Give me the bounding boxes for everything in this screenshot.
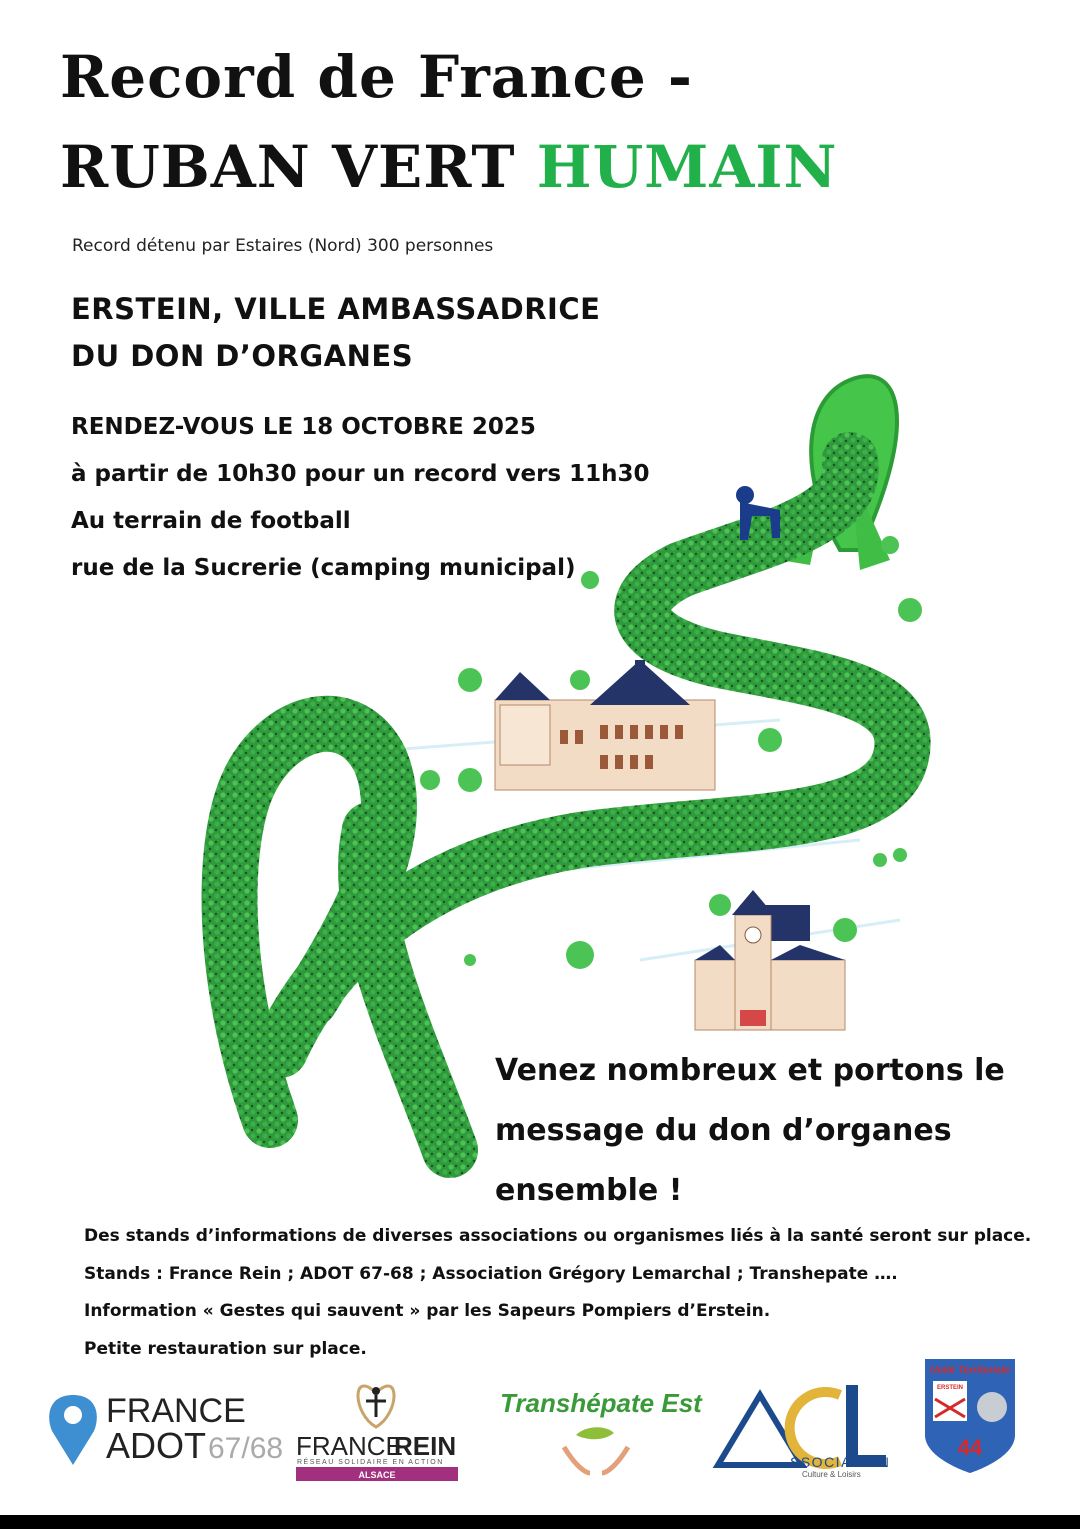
record-holder-text: Record détenu par Estaires (Nord) 300 personnes [72, 236, 494, 256]
call-to-action [495, 1041, 1005, 1221]
info-line: Des stands d’informations de diverses associations ou organismes liés à la santé seront sur place. [84, 1226, 1032, 1246]
title-line-2 [60, 133, 838, 201]
info-list [84, 1218, 1031, 1368]
acl-word: SSOCIATION [790, 1454, 891, 1470]
info-line: Stands : France Rein ; ADOT 67-68 ; Association Grégory Lemarchal ; Transhepate …. [84, 1263, 898, 1284]
event-date: RENDEZ-VOUS LE 18 OCTOBRE 2025 [71, 414, 536, 440]
info-line: Information « Gestes qui sauvent » par les Sapeurs Pompiers d’Erstein. [84, 1301, 771, 1321]
title-humain: HUMAIN [536, 133, 838, 201]
ut44-badge [925, 1359, 1015, 1473]
call-line-1: Venez nombreux et portons le [495, 1053, 1005, 1088]
liver-icon [576, 1427, 614, 1439]
france-rein-light: FRANCE [296, 1431, 403, 1461]
ut44-number: 44 [957, 1435, 983, 1460]
person-icon [736, 486, 754, 504]
france-rein-logo [296, 1386, 458, 1481]
bottom-bar [0, 1515, 1080, 1529]
adot-line-2: ADOT [106, 1425, 207, 1466]
france-rein-region: ALSACE [358, 1470, 396, 1480]
france-rein-bold: REIN [394, 1431, 457, 1461]
ut44-title: Unité Territoriale [930, 1365, 1010, 1376]
partner-logos [40, 1355, 1040, 1485]
event-time: à partir de 10h30 pour un record vers 11h30 [71, 461, 650, 487]
ambassador-line-2: DU DON D’ORGANES [71, 339, 414, 373]
info-line: Petite restauration sur place. [84, 1338, 367, 1359]
transhepate-name: Transhépate Est [500, 1388, 702, 1418]
acl-logo [718, 1385, 890, 1479]
title-ruban-vert: RUBAN VERT [60, 133, 516, 201]
adot-line-1: FRANCE [106, 1392, 246, 1430]
ut44-town: ERSTEIN [936, 1385, 964, 1391]
transhepate-logo [500, 1388, 703, 1473]
firefighter-helmet-icon [977, 1392, 1007, 1422]
adot-suffix: 67/68 [208, 1432, 284, 1465]
town-hall-icon [495, 660, 715, 790]
acl-sub: Culture & Loisirs [802, 1470, 861, 1479]
event-street: rue de la Sucrerie (camping municipal) [71, 555, 576, 581]
title-line-1: Record de France - [60, 43, 694, 111]
adot-logo [49, 1392, 283, 1466]
hands-icon [564, 1447, 628, 1473]
event-place: Au terrain de football [71, 508, 351, 534]
france-rein-tagline: RÉSEAU SOLIDAIRE EN ACTION [297, 1459, 444, 1466]
call-line-3: ensemble ! [495, 1173, 683, 1208]
ambassador-line-1: ERSTEIN, VILLE AMBASSADRICE [71, 292, 601, 326]
call-line-2: message du don d’organes [495, 1113, 952, 1148]
